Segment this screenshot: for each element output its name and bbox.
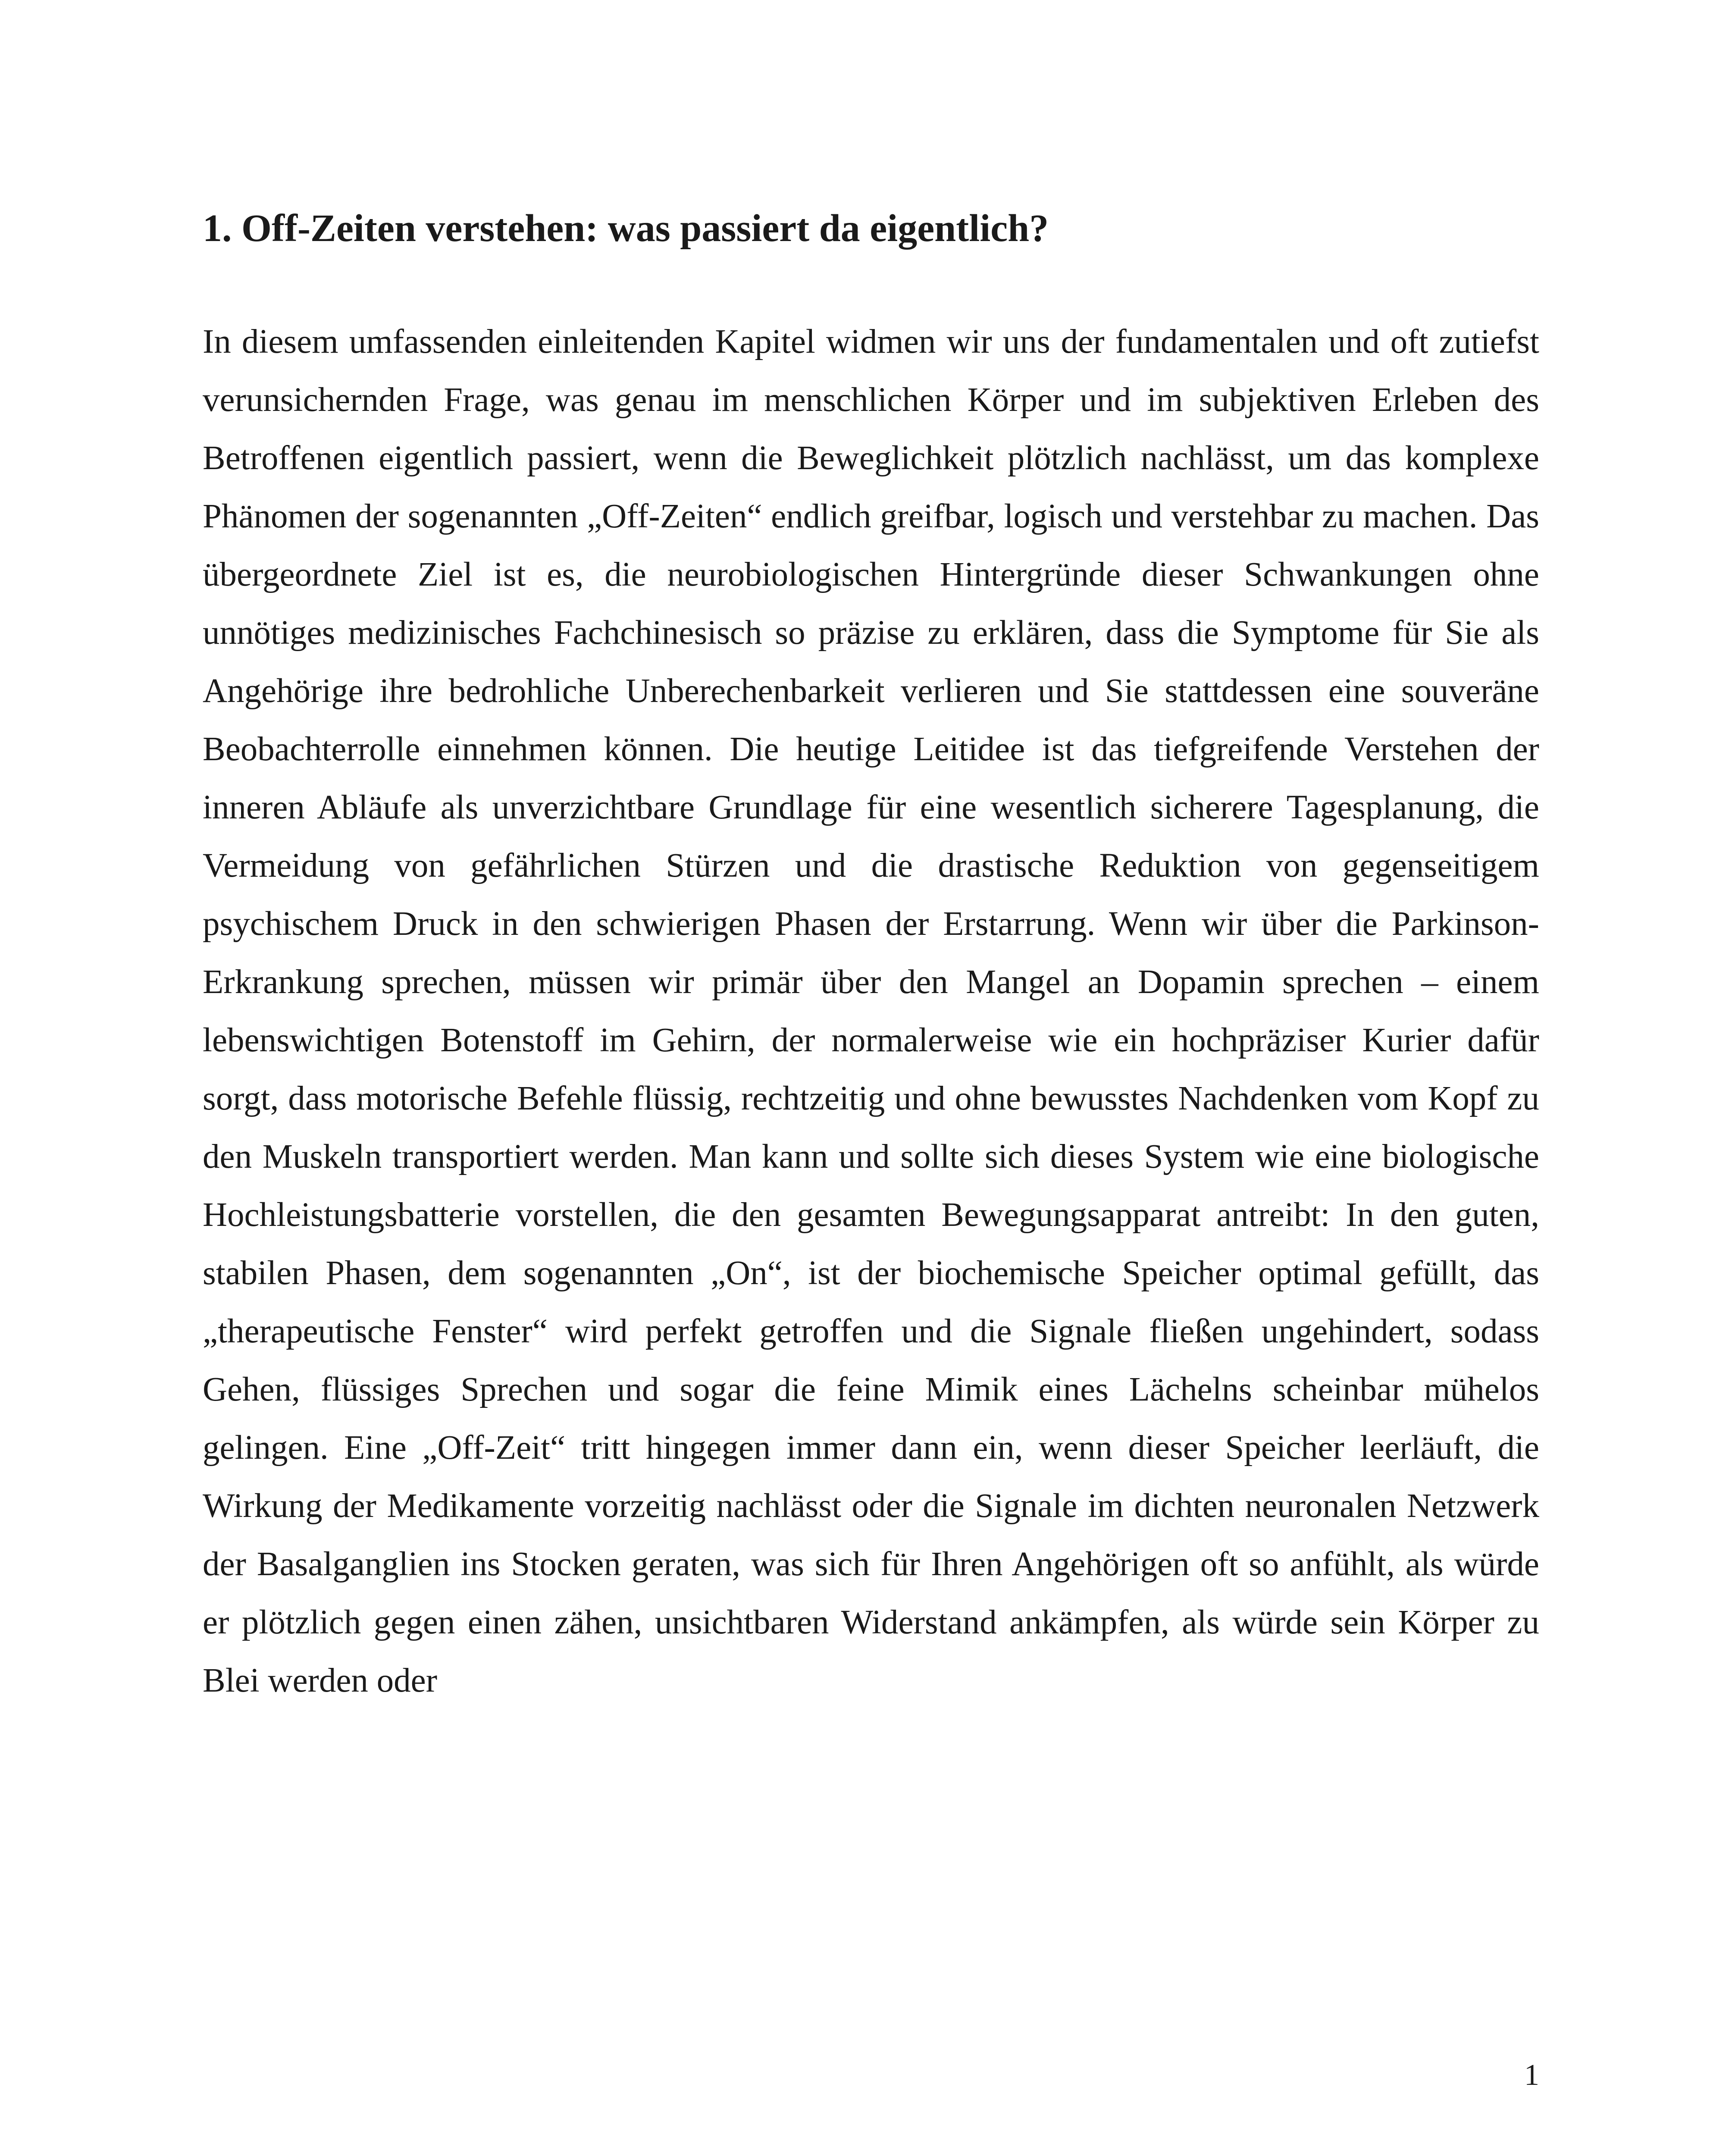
chapter-heading: 1. Off-Zeiten verstehen: was passiert da eigentlich? [203, 207, 1049, 250]
page-number: 1 [1524, 2059, 1539, 2092]
body-paragraph: In diesem umfassenden einleitenden Kapitel widmen wir uns der fundamentalen und oft zutiefst verunsichernden Frage, was genau im menschlichen Körper und im subjektiven Erleben des Betroffenen eigentlich passiert, wenn die Beweglichkeit plötzlich nachlässt, um das komplexe Phänomen der sogenannten „Off-Zeiten“ endlich greifbar, logisch und verstehbar zu machen. Das übergeordnete Ziel ist es, die neurobiologischen Hintergründe dieser Schwankungen ohne unnötiges medizinisches Fachchinesisch so präzise zu erklären, dass die Symptome für Sie als Angehörige ihre bedrohliche Unberechenbarkeit verlieren und Sie stattdessen eine souveräne Beobachterrolle einnehmen können. Die heutige Leitidee ist das tiefgreifende Verstehen der inneren Abläufe als unverzichtbare Grundlage für eine wesentlich sicherere Tagesplanung, die Vermeidung von gefährlichen Stürzen und die drastische Reduktion von gegenseitigem psychischem Druck in den schwierigen Phasen der Erstarrung. Wenn wir über die Parkinson-Erkrankung sprechen, müssen wir primär über den Mangel an Dopamin sprechen – einem lebenswichtigen Botenstoff im Gehirn, der normalerweise wie ein hochpräziser Kurier dafür sorgt, dass motorische Befehle flüssig, rechtzeitig und ohne bewusstes Nachdenken vom Kopf zu den Muskeln transportiert werden. Man kann und sollte sich dieses System wie eine biologische Hochleistungsbatterie vorstellen, die den gesamten Bewegungsapparat antreibt: In den guten, stabilen Phasen, dem sogenannten „On“, ist der biochemische Speicher optimal gefüllt, das „therapeutische Fenster“ wird perfekt getroffen und die Signale fließen ungehindert, sodass Gehen, flüssiges Sprechen und sogar die feine Mimik eines Lächelns scheinbar mühelos gelingen. Eine „Off-Zeit“ tritt hingegen immer dann ein, wenn dieser Speicher leerläuft, die Wirkung der Medikamente vorzeitig nachlässt oder die Signale im dichten neuronalen Netzwerk der Basalganglien ins Stocken geraten, was sich für Ihren Angehörigen oft so anfühlt, als würde er plötzlich gegen einen zähen, unsichtbaren Widerstand ankämpfen, als würde sein Körper zu Blei werden oder [203, 323, 1539, 1699]
